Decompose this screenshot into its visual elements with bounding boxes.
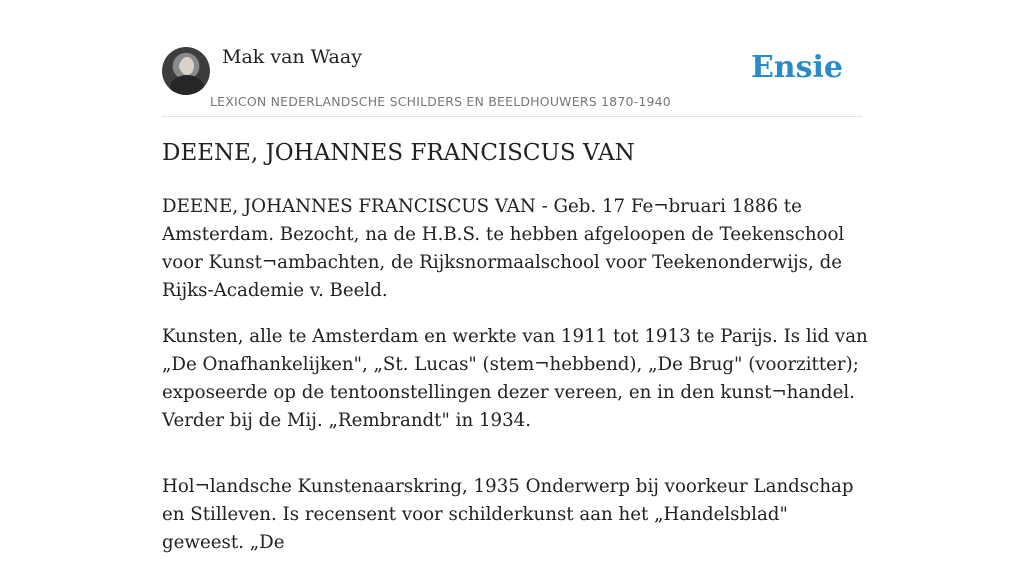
article-body	[162, 193, 868, 575]
avatar-coat	[170, 75, 204, 95]
article-header	[162, 44, 862, 117]
article-paragraph: DEENE, JOHANNES FRANCISCUS VAN - Geb. 17 Fe¬bruari 1886 te Amsterdam. Bezocht, na de H.B.S. te hebben afgeloopen de Teekenschool voor Kunst¬ambachten, de Rijksnormaalschool voor Teekenonderwijs, de Rijks-Academie v. Beeld.	[162, 196, 845, 301]
article-title: DEENE, JOHANNES FRANCISCUS VAN	[162, 140, 635, 166]
author-avatar[interactable]	[162, 47, 210, 95]
article-paragraph: Kunsten, alle te Amsterdam en werkte van 1911 tot 1913 te Parijs. Is lid van „De Onafhankelijken", „St. Lucas" (stem¬hebbend), „De Brug" (voorzitter); exposeerde op de tentoonstellingen dezer vereen, en in den kunst¬handel. Verder bij de Mij. „Rembrandt" in 1934.	[162, 326, 868, 431]
avatar-face	[180, 57, 194, 75]
author-name[interactable]: Mak van Waay	[222, 46, 362, 68]
source-name[interactable]: LEXICON NEDERLANDSCHE SCHILDERS EN BEELDHOUWERS 1870-1940	[210, 94, 671, 109]
ensie-logo[interactable]: Ensie	[750, 50, 843, 85]
article-paragraph: Hol¬landsche Kunstenaarskring, 1935 Onderwerp bij voorkeur Landschap en Stilleven. Is recensent voor schilderkunst aan het „Handelsblad" geweest. „De	[162, 476, 854, 553]
